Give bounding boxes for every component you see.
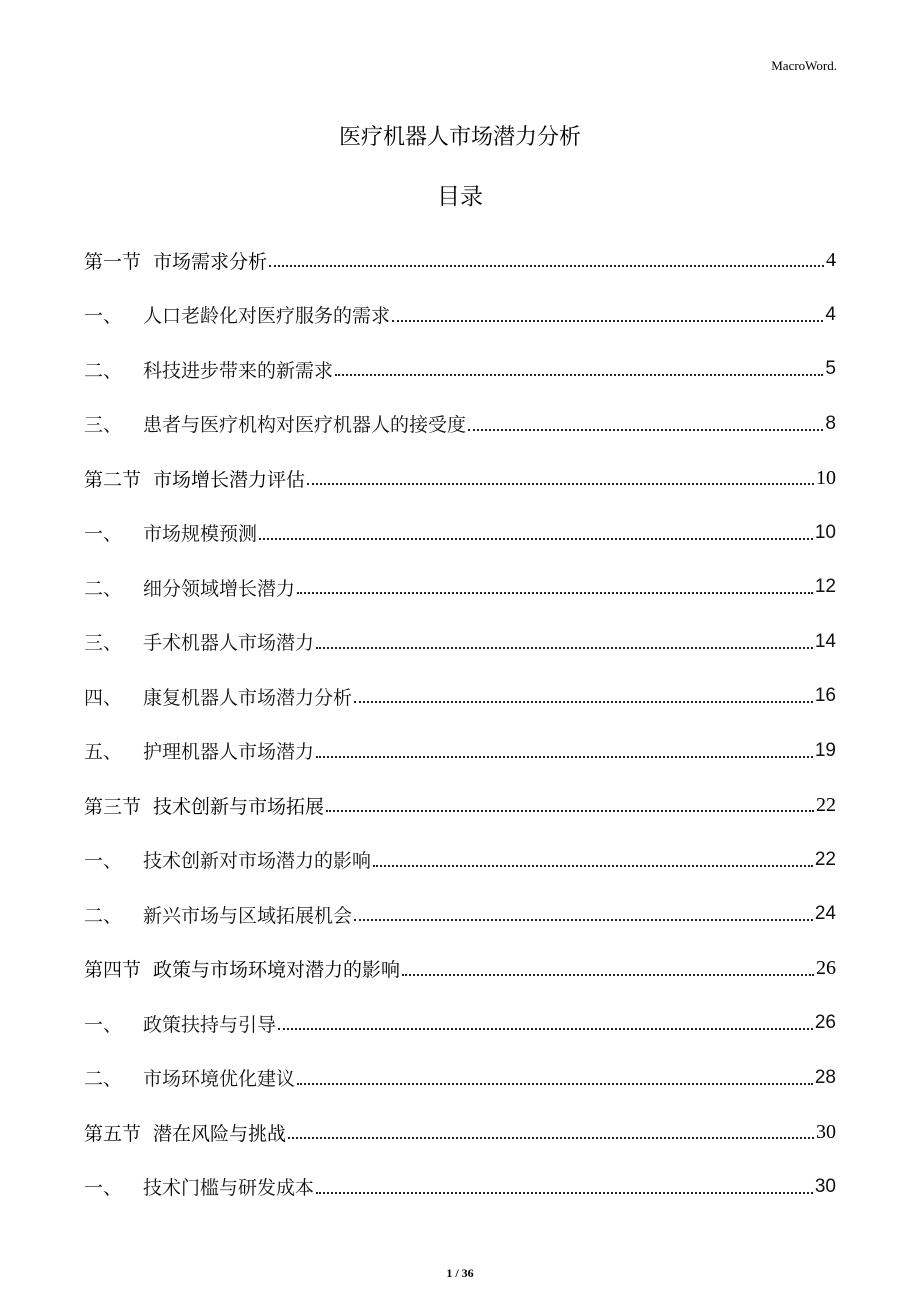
- toc-entry-number: 四、: [84, 686, 123, 709]
- dot-leader: [354, 701, 813, 703]
- dot-leader: [326, 810, 814, 812]
- toc-entry-number: 一、: [84, 523, 123, 546]
- toc-item-entry[interactable]: [84, 397, 836, 452]
- toc-entry-number: 一、: [84, 850, 123, 873]
- toc-entry-label: 技术门槛与研发成本: [143, 1177, 315, 1200]
- toc-entry-page-number: 28: [814, 1066, 836, 1088]
- toc-entry-page-number: 16: [814, 685, 836, 707]
- toc-entry-label: 新兴市场与区域拓展机会: [143, 904, 353, 927]
- toc-entry-page-number: 10: [816, 466, 836, 489]
- toc-entry-page-number: 22: [814, 848, 836, 870]
- toc-entry-page-number: 19: [814, 739, 836, 761]
- toc-item-entry[interactable]: [84, 506, 836, 561]
- dot-leader: [259, 538, 813, 540]
- dot-leader: [373, 865, 813, 867]
- toc-section-entry[interactable]: [84, 451, 836, 506]
- dot-leader: [297, 1083, 813, 1085]
- toc-entry-page-number: 12: [814, 576, 836, 598]
- table-of-contents: [84, 233, 836, 1214]
- toc-entry-page-number: 30: [816, 1120, 836, 1143]
- toc-item-entry[interactable]: [84, 1160, 836, 1215]
- dot-leader: [307, 483, 814, 485]
- dot-leader: [278, 1028, 813, 1030]
- toc-entry-number: 二、: [84, 577, 123, 600]
- dot-leader: [335, 374, 823, 376]
- toc-heading: 目录: [437, 184, 483, 210]
- dot-leader: [316, 1192, 813, 1194]
- toc-section-entry[interactable]: [84, 1105, 836, 1160]
- toc-section-entry[interactable]: [84, 778, 836, 833]
- toc-entry-number: 第五节: [84, 1122, 142, 1145]
- toc-entry-label: 潜在风险与挑战: [153, 1122, 287, 1145]
- toc-entry-page-number: 26: [814, 1012, 836, 1034]
- toc-entry-page-number: 8: [825, 412, 836, 434]
- toc-entry-number: 二、: [84, 904, 123, 927]
- toc-entry-page-number: 26: [816, 957, 836, 980]
- toc-entry-number: 二、: [84, 359, 123, 382]
- toc-entry-number: 二、: [84, 1068, 123, 1091]
- toc-section-entry[interactable]: [84, 942, 836, 997]
- dot-leader: [354, 919, 813, 921]
- toc-entry-page-number: 5: [825, 358, 836, 380]
- toc-entry-number: 三、: [84, 632, 123, 655]
- toc-entry-page-number: 24: [814, 903, 836, 925]
- dot-leader: [269, 265, 824, 267]
- toc-item-entry[interactable]: [84, 560, 836, 615]
- toc-item-entry[interactable]: [84, 288, 836, 343]
- toc-item-entry[interactable]: [84, 833, 836, 888]
- toc-entry-label: 人口老龄化对医疗服务的需求: [143, 305, 391, 328]
- toc-entry-number: 第二节: [84, 468, 142, 491]
- toc-entry-page-number: 14: [814, 630, 836, 652]
- toc-entry-label: 护理机器人市场潜力: [143, 741, 315, 764]
- toc-item-entry[interactable]: [84, 342, 836, 397]
- dot-leader: [316, 647, 813, 649]
- page-indicator: 1 / 36: [446, 1266, 474, 1280]
- toc-entry-label: 技术创新与市场拓展: [153, 795, 325, 818]
- toc-entry-label: 手术机器人市场潜力: [143, 632, 315, 655]
- toc-item-entry[interactable]: [84, 724, 836, 779]
- toc-entry-number: 第一节: [84, 250, 142, 273]
- toc-entry-label: 市场规模预测: [143, 523, 258, 546]
- toc-entry-number: 三、: [84, 414, 123, 437]
- header-brand: MacroWord.: [771, 58, 837, 73]
- toc-entry-label: 政策与市场环境对潜力的影响: [153, 959, 401, 982]
- toc-item-entry[interactable]: [84, 887, 836, 942]
- toc-entry-page-number: 22: [816, 793, 836, 816]
- toc-entry-number: 第三节: [84, 795, 142, 818]
- toc-entry-number: 第四节: [84, 959, 142, 982]
- dot-leader: [402, 974, 814, 976]
- dot-leader: [316, 756, 813, 758]
- toc-entry-label: 技术创新对市场潜力的影响: [143, 850, 372, 873]
- toc-item-entry[interactable]: [84, 996, 836, 1051]
- toc-entry-page-number: 4: [826, 248, 836, 271]
- toc-item-entry[interactable]: [84, 669, 836, 724]
- document-title: 医疗机器人市场潜力分析: [338, 125, 581, 150]
- toc-entry-label: 市场增长潜力评估: [153, 468, 306, 491]
- dot-leader: [297, 592, 813, 594]
- toc-entry-number: 一、: [84, 1177, 123, 1200]
- toc-entry-label: 康复机器人市场潜力分析: [143, 686, 353, 709]
- toc-entry-page-number: 10: [814, 521, 836, 543]
- dot-leader: [468, 429, 823, 431]
- toc-entry-label: 细分领域增长潜力: [143, 577, 296, 600]
- toc-item-entry[interactable]: [84, 615, 836, 670]
- dot-leader: [392, 320, 823, 322]
- toc-entry-label: 市场环境优化建议: [143, 1068, 296, 1091]
- toc-entry-page-number: 30: [814, 1175, 836, 1197]
- toc-section-entry[interactable]: [84, 233, 836, 288]
- toc-entry-number: 一、: [84, 1013, 123, 1036]
- toc-item-entry[interactable]: [84, 1051, 836, 1106]
- toc-entry-number: 一、: [84, 305, 123, 328]
- toc-entry-label: 政策扶持与引导: [143, 1013, 277, 1036]
- dot-leader: [288, 1137, 814, 1139]
- toc-entry-label: 市场需求分析: [153, 250, 268, 273]
- toc-entry-label: 患者与医疗机构对医疗机器人的接受度: [143, 414, 467, 437]
- toc-entry-page-number: 4: [825, 303, 836, 325]
- toc-entry-number: 五、: [84, 741, 123, 764]
- toc-entry-label: 科技进步带来的新需求: [143, 359, 334, 382]
